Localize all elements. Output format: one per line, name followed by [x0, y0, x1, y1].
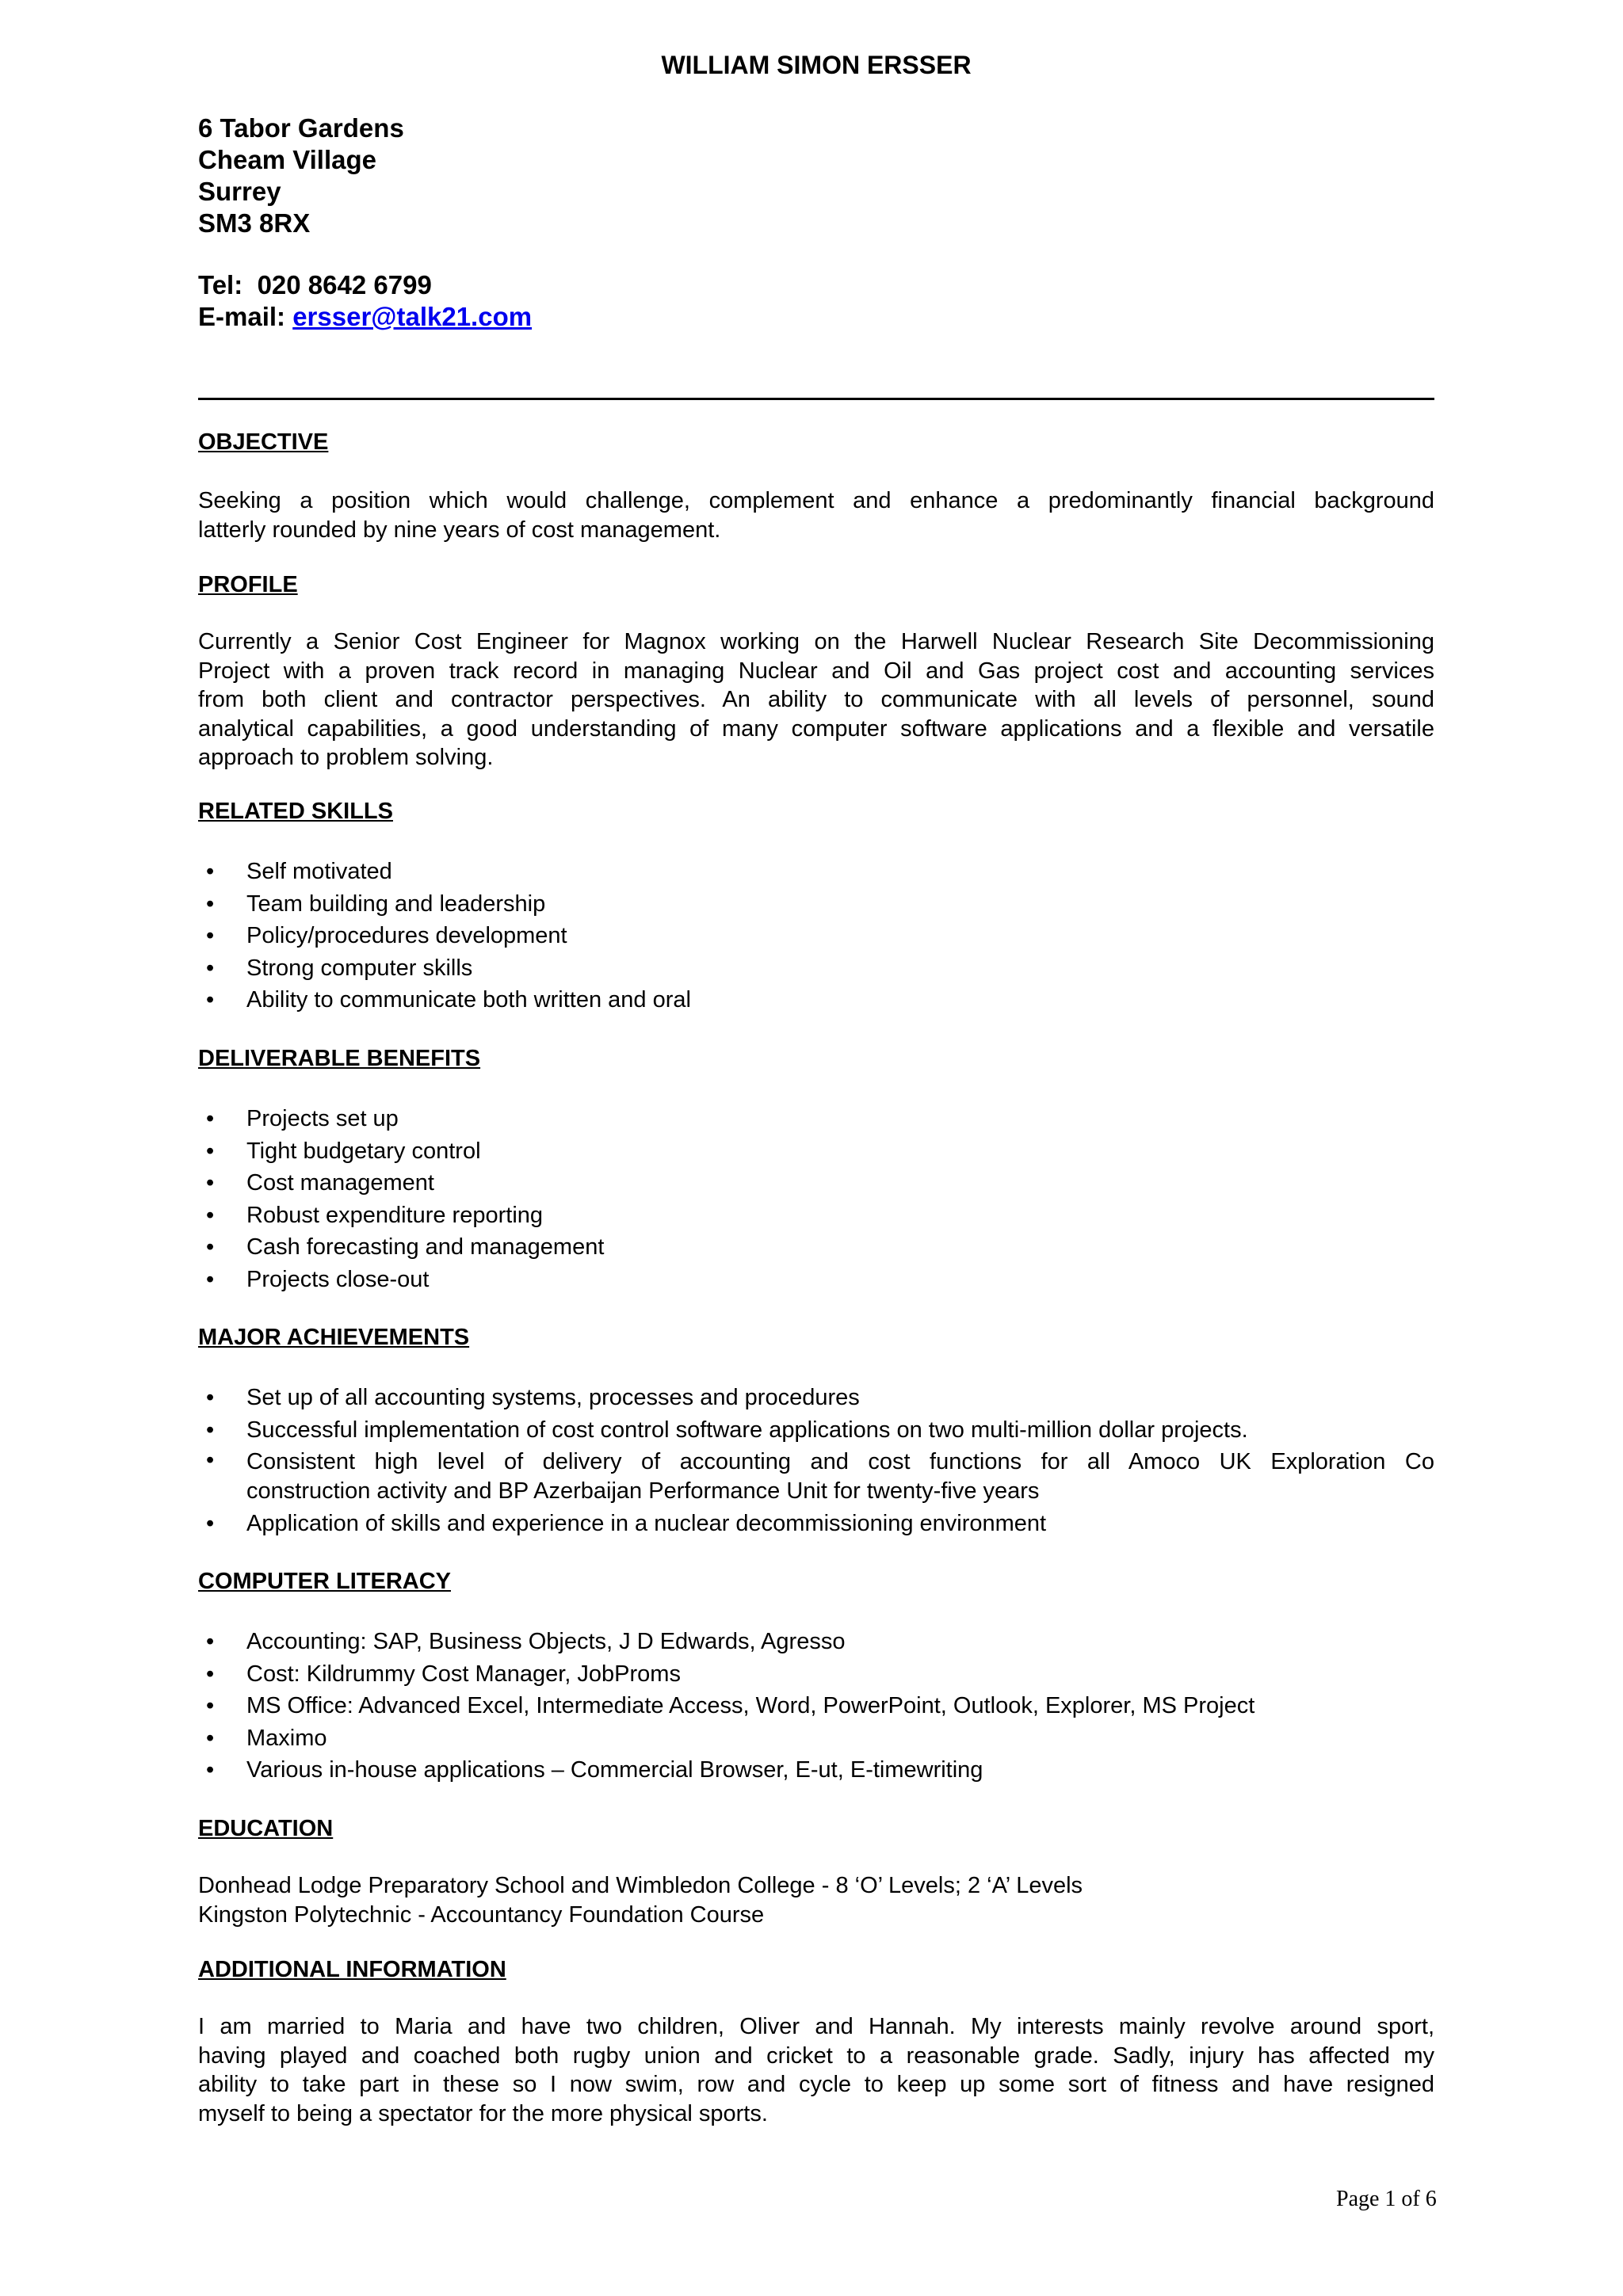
deliverable-benefits-heading: DELIVERABLE BENEFITS	[198, 1046, 481, 1071]
email-label: E-mail:	[198, 302, 286, 331]
paragraph-line: ability to take part in these so I now swim, row and cycle to keep up some sort of fitness and have resigned	[198, 2072, 1434, 2097]
list-item: • Set up of all accounting systems, processes and procedures	[198, 1382, 1434, 1414]
additional-information-paragraph	[198, 2012, 1434, 2128]
bullet-icon: •	[206, 1234, 215, 1260]
telephone-label: Tel:	[198, 270, 243, 299]
computer-literacy-heading: COMPUTER LITERACY	[198, 1569, 451, 1594]
list-item: • Consistent high level of delivery of accounting and cost functions for all Amoco UK Exploration Co construction activity and BP Azerbaijan Performance Unit for twenty-five years	[206, 1447, 1434, 1504]
list-item: • Cost management	[198, 1167, 1434, 1199]
cv-name-heading: WILLIAM SIMON ERSSER	[661, 51, 972, 79]
list-item: • Self motivated	[198, 856, 1434, 888]
bullet-icon: •	[206, 1757, 215, 1783]
paragraph-line: from both client and contractor perspectives. An ability to communicate with all levels of personnel, sound	[198, 687, 1434, 712]
bullet-icon: •	[206, 1138, 215, 1164]
paragraph-line: analytical capabilities, a good understanding of many computer software applications and a flexible and versatile	[198, 715, 1434, 742]
header-divider	[198, 398, 1434, 400]
paragraph-line: Kingston Polytechnic - Accountancy Foundation Course	[198, 1901, 765, 1928]
list-item: • Accounting: SAP, Business Objects, J D Edwards, Agresso	[198, 1626, 1434, 1658]
bullet-icon: •	[206, 1511, 215, 1536]
bullet-icon: •	[206, 1725, 215, 1751]
bullet-icon: •	[206, 987, 215, 1013]
address-line: SM3 8RX	[198, 208, 311, 238]
bullet-icon: •	[206, 1202, 215, 1228]
list-item: • Cost: Kildrummy Cost Manager, JobProms	[198, 1658, 1434, 1691]
list-item: • Robust expenditure reporting	[198, 1199, 1434, 1232]
paragraph-line: Seeking a position which would challenge, complement and enhance a predominantly financial background	[198, 488, 1434, 513]
list-item: • Various in-house applications – Commercial Browser, E-ut, E-timewriting	[198, 1754, 1434, 1787]
list-item: • Policy/procedures development	[198, 920, 1434, 952]
email-link[interactable]: ersser@talk21.com	[292, 302, 533, 331]
bullet-icon: •	[206, 1170, 215, 1196]
profile-paragraph	[198, 627, 1434, 772]
telephone-number: 020 8642 6799	[257, 270, 432, 299]
computer-literacy-list	[198, 1626, 1434, 1787]
related-skills-heading: RELATED SKILLS	[198, 799, 393, 824]
bullet-icon: •	[206, 891, 215, 917]
address-line: Surrey	[198, 177, 281, 206]
list-item: • Tight budgetary control	[198, 1135, 1434, 1168]
list-item: • Maximo	[198, 1722, 1434, 1755]
postal-address	[198, 113, 404, 239]
paragraph-line: myself to being a spectator for the more physical sports.	[198, 2100, 768, 2126]
paragraph-line: Currently a Senior Cost Engineer for Magnox working on the Harwell Nuclear Research Site Decommissioning	[198, 629, 1434, 654]
list-item: • Cash forecasting and management	[198, 1231, 1434, 1264]
list-item: • Strong computer skills	[198, 952, 1434, 985]
paragraph-line: latterly rounded by nine years of cost management.	[198, 517, 721, 543]
additional-information-heading: ADDITIONAL INFORMATION	[198, 1957, 506, 1982]
deliverable-benefits-list	[198, 1103, 1434, 1295]
list-item: • Projects close-out	[198, 1264, 1434, 1296]
objective-paragraph	[198, 486, 1434, 544]
education-paragraph	[198, 1871, 1434, 1929]
paragraph-line: approach to problem solving.	[198, 745, 494, 770]
list-item: • Ability to communicate both written and oral	[198, 984, 1434, 1016]
paragraph-line: I am married to Maria and have two children, Oliver and Hannah. My interests mainly revolve around sport,	[198, 2014, 1434, 2039]
bullet-icon: •	[206, 1385, 215, 1410]
bullet-icon: •	[206, 1693, 215, 1718]
bullet-icon: •	[206, 923, 215, 948]
list-item: • Application of skills and experience in a nuclear decommissioning environment	[198, 1508, 1434, 1540]
objective-heading: OBJECTIVE	[198, 429, 329, 455]
telephone-line	[198, 269, 532, 301]
list-item: • MS Office: Advanced Excel, Intermediate Access, Word, PowerPoint, Outlook, Explorer, MS Project	[198, 1690, 1434, 1722]
email-line	[198, 301, 532, 333]
bullet-icon: •	[206, 1661, 215, 1687]
paragraph-line: having played and coached both rugby union and cricket to a reasonable grade. Sadly, injury has affected my	[198, 2042, 1434, 2069]
related-skills-list	[198, 856, 1434, 1016]
list-item: • Successful implementation of cost control software applications on two multi-million dollar projects.	[198, 1414, 1434, 1447]
page-number: Page 1 of 6	[1336, 2187, 1437, 2211]
bullet-icon: •	[206, 1447, 215, 1473]
list-item: • Team building and leadership	[198, 888, 1434, 921]
major-achievements-heading: MAJOR ACHIEVEMENTS	[198, 1325, 470, 1350]
list-item: • Projects set up	[198, 1103, 1434, 1135]
address-line: 6 Tabor Gardens	[198, 113, 404, 143]
paragraph-line: Donhead Lodge Preparatory School and Wimbledon College - 8 ‘O’ Levels; 2 ‘A’ Levels	[198, 1873, 1083, 1898]
address-line: Cheam Village	[198, 145, 376, 174]
bullet-icon: •	[206, 1417, 215, 1443]
bullet-icon: •	[206, 1266, 215, 1292]
contact-details	[198, 269, 532, 333]
education-heading: EDUCATION	[198, 1816, 334, 1841]
profile-heading: PROFILE	[198, 572, 298, 597]
bullet-icon: •	[206, 1106, 215, 1131]
bullet-icon: •	[206, 955, 215, 981]
bullet-icon: •	[206, 859, 215, 884]
bullet-icon: •	[206, 1629, 215, 1654]
paragraph-line: Project with a proven track record in managing Nuclear and Oil and Gas project cost and accounting services	[198, 658, 1434, 684]
major-achievements-list	[198, 1382, 1434, 1540]
